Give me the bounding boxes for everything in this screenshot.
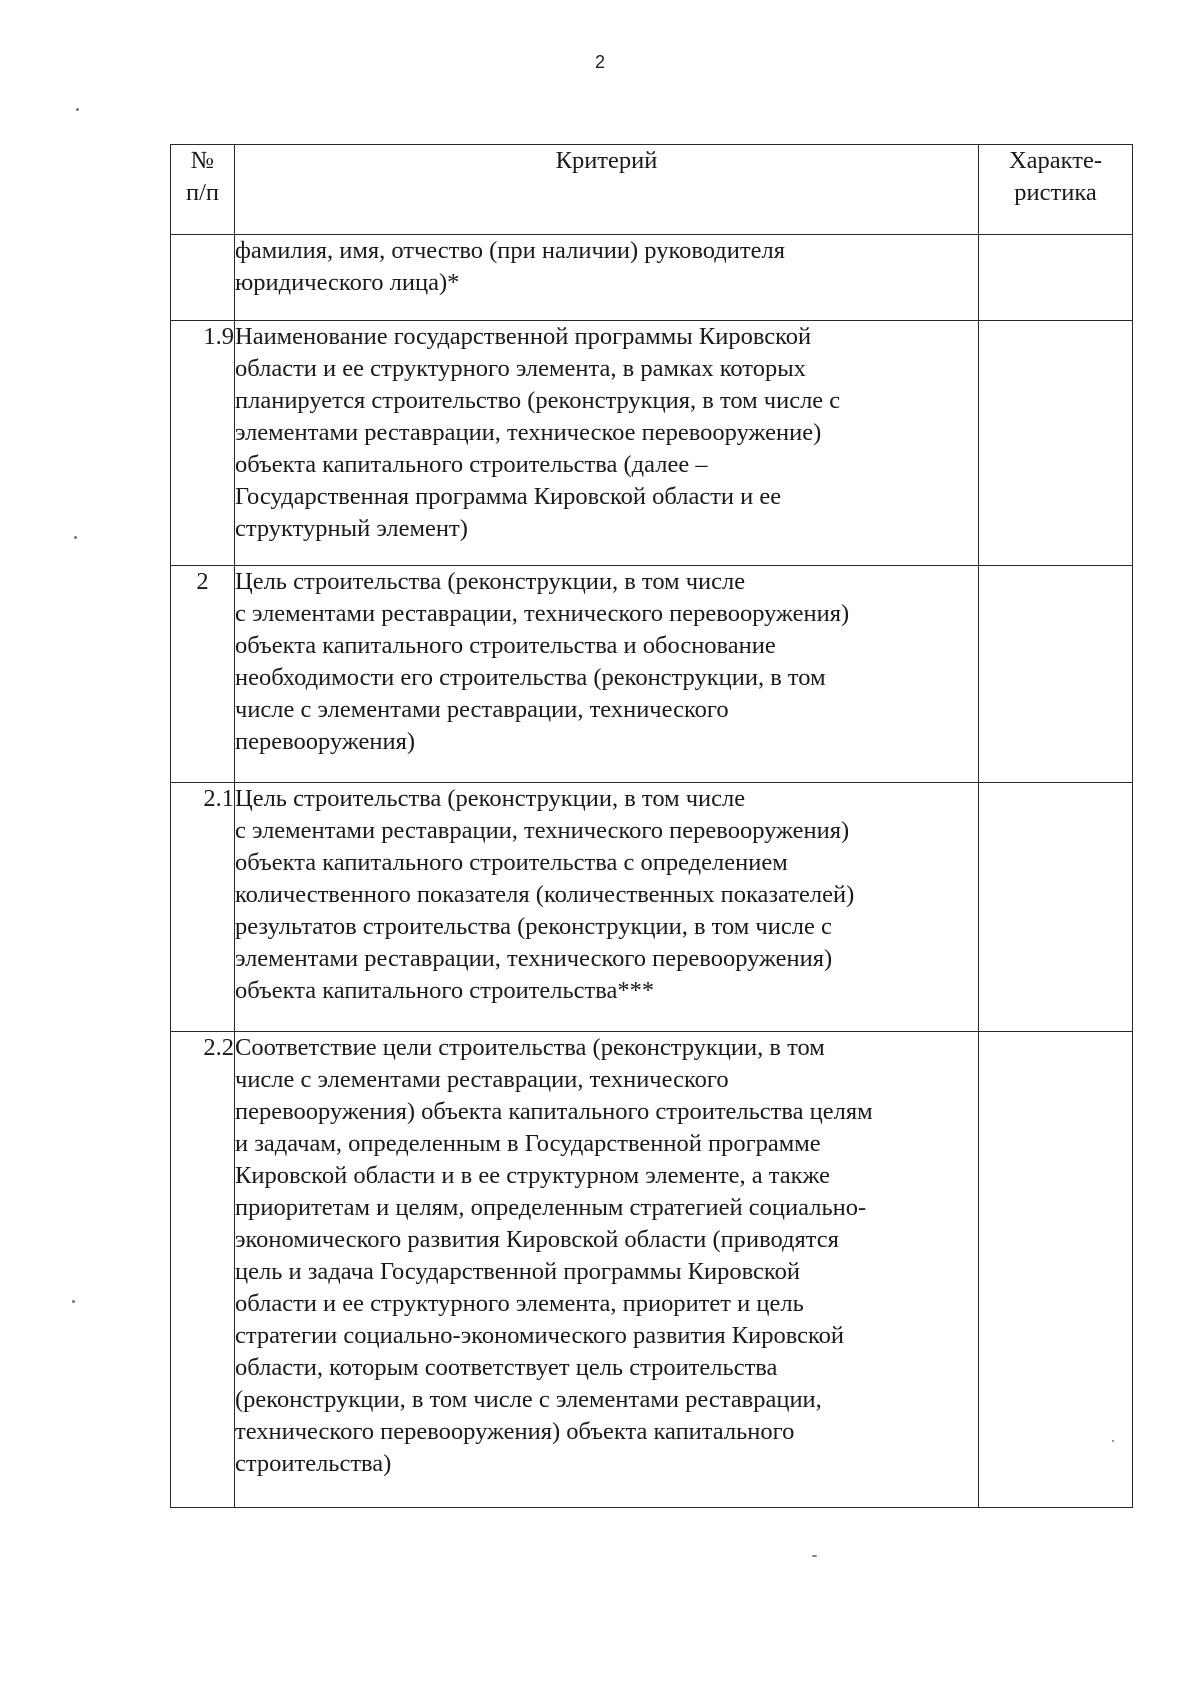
row-number <box>171 235 235 321</box>
row-criterion: Цель строительства (реконструкции, в том числе с элементами реставрации, технического перевооружения) объекта капитального строительства с определением количественного показателя (количественных показателей) результатов строительства (реконструкции, в том числе с элементами реставрации, технического перевооружения) объекта капитального строительства*** <box>235 783 979 1032</box>
page-number: 2 <box>594 52 605 72</box>
header-number <box>171 145 235 235</box>
table-row <box>171 1032 1133 1508</box>
row-characteristic <box>979 321 1133 566</box>
table-row <box>171 783 1133 1032</box>
table-row <box>171 321 1133 566</box>
header-criterion-label: Критерий <box>555 147 658 174</box>
criteria-table <box>170 144 1133 1508</box>
row-criterion: Соответствие цели строительства (реконструкции, в том числе с элементами реставрации, технического перевооружения) объекта капитального строительства целям и задачам, определенным в Государственной программе Кировской области и в ее структурном элементе, а также приоритетам и целям, определенным стратегией социально- экономического развития Кировской области (приводятся цель и задача Государственной программы Кировской области и ее структурного элемента, приоритет и цель стратегии социально-экономического развития Кировской области, которым соответствует цель строительства (реконструкции, в том числе с элементами реставрации, технического перевооружения) объекта капитального строительства) <box>235 1032 979 1508</box>
row-criterion: фамилия, имя, отчество (при наличии) руководителя юридического лица)* <box>235 235 979 321</box>
header-characteristic-label: Характе- ристика <box>1008 147 1102 206</box>
row-number: 2 <box>171 566 235 783</box>
row-characteristic <box>979 566 1133 783</box>
scan-speck <box>74 536 77 539</box>
table-row <box>171 235 1133 321</box>
row-characteristic <box>979 1032 1133 1508</box>
scan-speck <box>812 1555 817 1557</box>
row-number: 2.1 <box>171 783 235 1032</box>
header-number-label: № п/п <box>185 147 220 206</box>
scan-speck <box>1112 1440 1114 1442</box>
row-characteristic <box>979 235 1133 321</box>
table-row <box>171 566 1133 783</box>
header-criterion <box>235 145 979 235</box>
row-characteristic <box>979 783 1133 1032</box>
table-header-row <box>171 145 1133 235</box>
scan-speck <box>72 1300 75 1303</box>
row-number: 2.2 <box>171 1032 235 1508</box>
header-characteristic <box>979 145 1133 235</box>
scan-speck <box>76 108 79 111</box>
row-number: 1.9 <box>171 321 235 566</box>
row-criterion: Наименование государственной программы Кировской области и ее структурного элемента, в рамках которых планируется строительство (реконструкция, в том числе с элементами реставрации, техническое перевооружение) объекта капитального строительства (далее – Государственная программа Кировской области и ее структурный элемент) <box>235 321 979 566</box>
row-criterion: Цель строительства (реконструкции, в том числе с элементами реставрации, технического перевооружения) объекта капитального строительства и обоснование необходимости его строительства (реконструкции, в том числе с элементами реставрации, технического перевооружения) <box>235 566 979 783</box>
